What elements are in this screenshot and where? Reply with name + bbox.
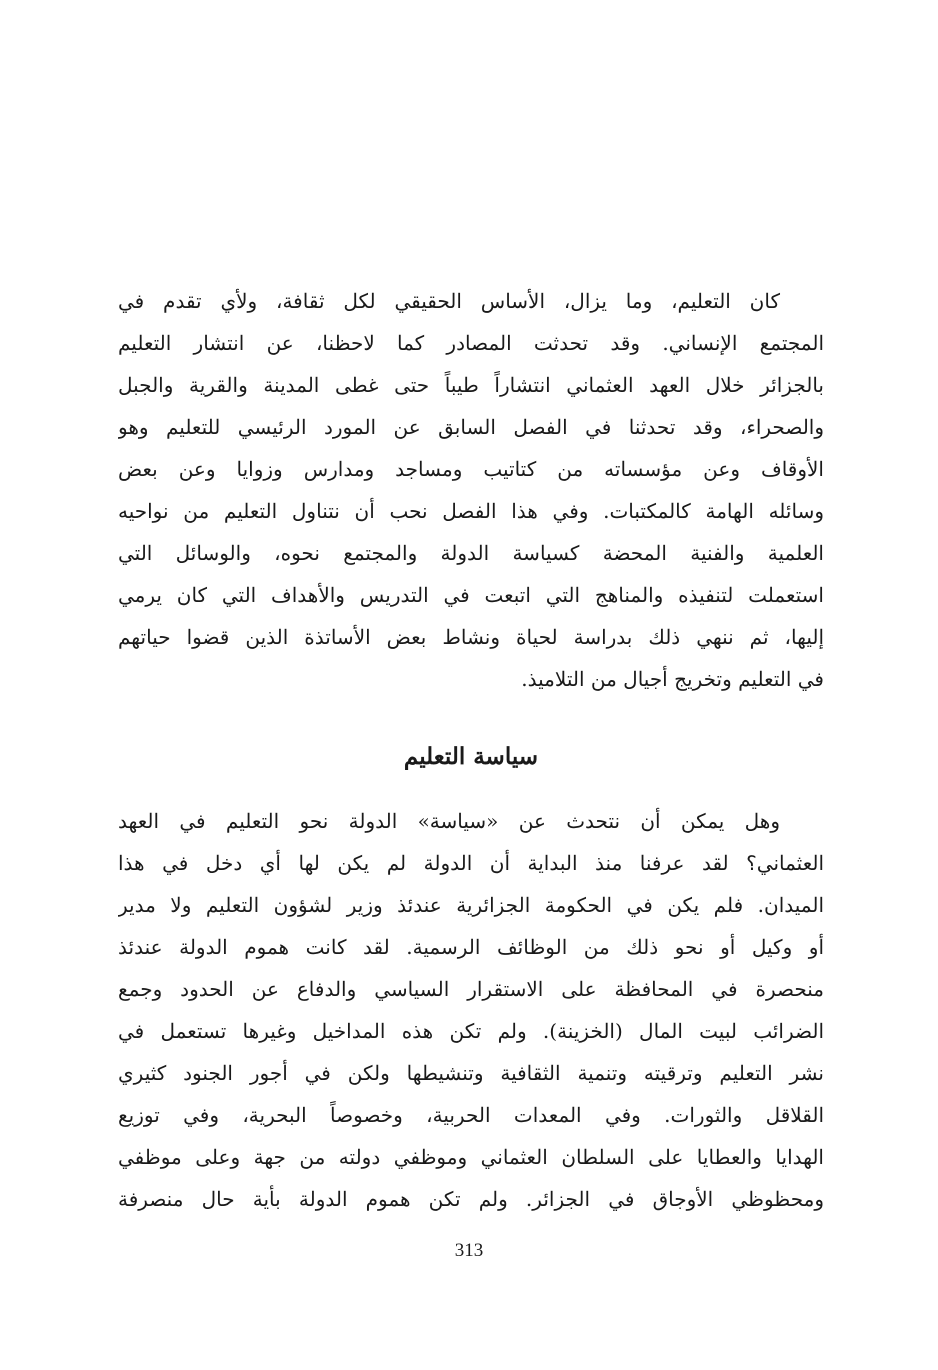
paragraph-line: المجتمع الإنساني. وقد تحدثت المصادر كما لاحظنا، عن انتشار التعليم [118, 331, 824, 355]
paragraph-line: الأوقاف وعن مؤسساته من كتاتيب ومساجد ومدارس وزوايا وعن بعض [118, 457, 824, 481]
paragraph-line: أو وكيل أو نحو ذلك من الوظائف الرسمية. لقد كانت هموم الدولة عندئذ [118, 935, 824, 959]
paragraph-line: في التعليم وتخريج أجيال من التلاميذ. [521, 667, 824, 691]
paragraph-line: العلمية والفنية المحضة كسياسة الدولة والمجتمع نحوه، والوسائل التي [118, 541, 824, 565]
paragraph-line: العثماني؟ لقد عرفنا منذ البداية أن الدولة لم يكن لها أي دخل في هذا [118, 851, 824, 875]
paragraph-line: الميدان. فلم يكن في الحكومة الجزائرية عندئذ وزير لشؤون التعليم ولا مدير [118, 893, 824, 917]
paragraph-line: إليها، ثم ننهي ذلك بدراسة لحياة ونشاط بعض الأساتذة الذين قضوا حياتهم [118, 625, 824, 649]
paragraph-line: والصحراء، وقد تحدثنا في الفصل السابق عن المورد الرئيسي للتعليم وهو [118, 415, 824, 439]
paragraph-line: الهدايا والعطايا على السلطان العثماني وموظفي دولته من جهة وعلى موظفي [118, 1145, 824, 1169]
paragraph-line: ومحظوظي الأوجاق في الجزائر. ولم تكن هموم الدولة بأية حال منصرفة [118, 1187, 824, 1211]
paragraph-line: كان التعليم، وما يزال، الأساس الحقيقي لكل ثقافة، ولأي تقدم في [118, 289, 780, 313]
paragraph-line: الضرائب لبيت المال (الخزينة). ولم تكن هذه المداخيل وغيرها تستعمل في [118, 1019, 824, 1043]
section-heading: سياسة التعليم [403, 743, 539, 770]
paragraph-line: بالجزائر خلال العهد العثماني انتشاراً طيباً حتى غطى المدينة والقرية والجبل [118, 373, 824, 397]
policy-paragraph [118, 800, 824, 1220]
intro-paragraph [118, 280, 824, 700]
page-number: 313 [454, 1240, 484, 1261]
paragraph-line: وهل يمكن أن نتحدث عن «سياسة» الدولة نحو التعليم في العهد [118, 809, 780, 833]
paragraph-line: منحصرة في المحافظة على الاستقرار السياسي والدفاع عن الحدود وجمع [118, 977, 824, 1001]
paragraph-line: وسائله الهامة كالمكتبات. وفي هذا الفصل نحب أن نتناول التعليم من نواحيه [118, 499, 824, 523]
paragraph-line: نشر التعليم وترقيته وتنمية الثقافية وتنشيطها ولكن في أجور الجنود كثيري [118, 1061, 824, 1085]
paragraph-line: استعملت لتنفيذه والمناهج التي اتبعت في التدريس والأهداف التي كان يرمي [118, 583, 824, 607]
paragraph-line: القلاقل والثورات. وفي المعدات الحربية، وخصوصاً البحرية، وفي توزيع [118, 1103, 824, 1127]
